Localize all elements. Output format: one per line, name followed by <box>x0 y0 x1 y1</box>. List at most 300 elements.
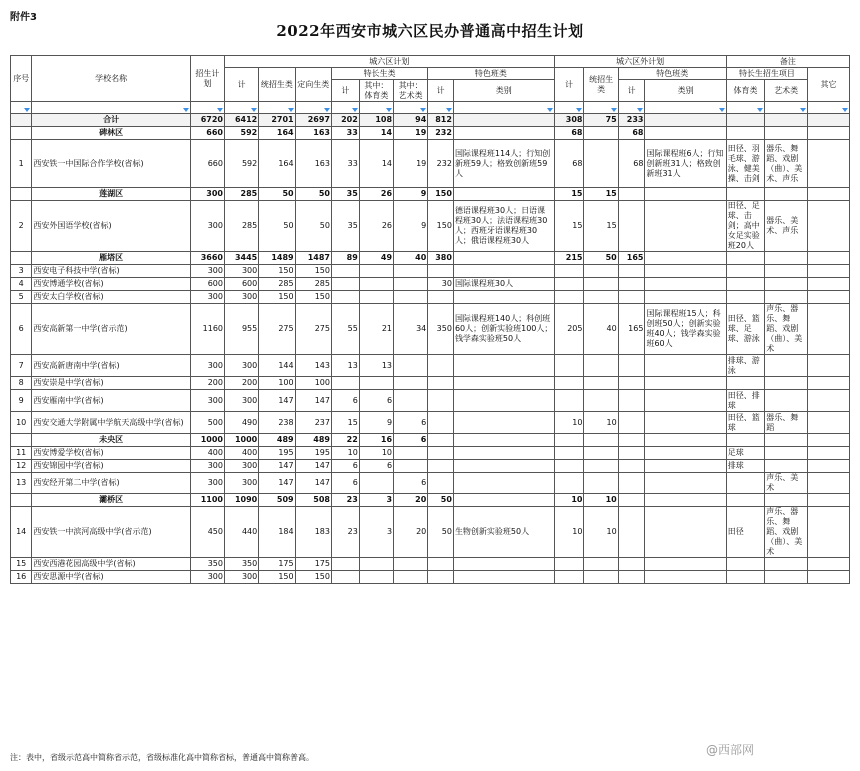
header-special-arts: 其中：艺术类 <box>394 80 428 102</box>
page-title: 2022年西安市城六区民办普通高中招生计划 <box>276 22 584 40</box>
row-out-feature-category <box>645 377 726 390</box>
row-out-unified <box>584 291 618 304</box>
row-remark-arts <box>765 252 808 265</box>
row-special-total: 6 <box>331 460 359 473</box>
filter-feature-category[interactable] <box>453 102 554 114</box>
row-out-feature-total <box>618 377 645 390</box>
row-unified: 175 <box>259 558 295 571</box>
table-row <box>11 447 850 460</box>
row-seq <box>11 127 32 140</box>
row-directed: 147 <box>295 390 331 412</box>
row-out-total: 15 <box>554 188 584 201</box>
row-special-arts: 6 <box>394 473 428 494</box>
district-row <box>11 188 850 201</box>
row-out-total <box>554 473 584 494</box>
filter-dropdown-icon[interactable] <box>288 108 294 112</box>
filter-special-total[interactable] <box>331 102 359 114</box>
row-feature-category: 德语课程班30人；日语课程班30人；法语课程班30人；西班牙语课程班30人；俄语课程班30人 <box>453 201 554 252</box>
filter-dropdown-icon[interactable] <box>217 108 223 112</box>
row-out-feature-total <box>618 355 645 377</box>
row-in-total: 440 <box>225 507 259 558</box>
row-out-total <box>554 291 584 304</box>
row-school-name: 碑林区 <box>32 127 190 140</box>
row-feature-category <box>453 188 554 201</box>
row-directed: 195 <box>295 447 331 460</box>
row-special-total: 23 <box>331 494 359 507</box>
row-remark-arts <box>765 447 808 460</box>
table-row <box>11 377 850 390</box>
row-remark-other <box>808 291 850 304</box>
row-out-feature-category <box>645 571 726 584</box>
filter-dropdown-icon[interactable] <box>842 108 848 112</box>
row-remark-other <box>808 355 850 377</box>
header-special-items: 特长生招生项目 <box>726 68 807 80</box>
row-out-feature-total <box>618 291 645 304</box>
row-remark-arts: 声乐、美术 <box>765 473 808 494</box>
row-out-total: 308 <box>554 114 584 127</box>
row-remark-other <box>808 127 850 140</box>
row-in-total: 300 <box>225 473 259 494</box>
appendix-label: 附件3 <box>10 12 37 23</box>
filter-dropdown-icon[interactable] <box>719 108 725 112</box>
filter-special-arts[interactable] <box>394 102 428 114</box>
row-special-arts: 9 <box>394 201 428 252</box>
row-school-name: 西安锦园中学(省标) <box>32 460 190 473</box>
row-remark-arts: 器乐、舞蹈、戏剧（曲）、美术、声乐 <box>765 140 808 188</box>
row-remark-other <box>808 377 850 390</box>
row-special-sports: 108 <box>359 114 393 127</box>
row-remark-arts: 器乐、美术、声乐 <box>765 201 808 252</box>
row-out-feature-total <box>618 447 645 460</box>
row-feature-total <box>428 558 454 571</box>
header-feature-category: 类别 <box>453 80 554 102</box>
table-body <box>11 114 850 584</box>
row-seq: 2 <box>11 201 32 252</box>
row-school-name: 西安博爱学校(省标) <box>32 447 190 460</box>
filter-special-sports[interactable] <box>359 102 393 114</box>
header-special-sports: 其中：体育类 <box>359 80 393 102</box>
row-special-sports <box>359 265 393 278</box>
row-remark-other <box>808 390 850 412</box>
row-unified: 164 <box>259 140 295 188</box>
row-remark-sports: 田径、篮球 <box>726 412 765 434</box>
row-in-total: 285 <box>225 188 259 201</box>
filter-out-unified[interactable] <box>584 102 618 114</box>
row-feature-category: 国际课程班140人；科创班60人；创新实验班100人；钱学森实验班50人 <box>453 304 554 355</box>
row-out-unified <box>584 447 618 460</box>
row-school-name: 西安太白学校(省标) <box>32 291 190 304</box>
row-in-total: 490 <box>225 412 259 434</box>
row-feature-total <box>428 412 454 434</box>
row-special-sports: 49 <box>359 252 393 265</box>
row-in-total: 300 <box>225 460 259 473</box>
row-remark-other <box>808 558 850 571</box>
row-remark-other <box>808 412 850 434</box>
row-remark-arts <box>765 127 808 140</box>
row-remark-sports <box>726 473 765 494</box>
row-seq: 7 <box>11 355 32 377</box>
row-feature-category <box>453 412 554 434</box>
row-special-total: 33 <box>331 140 359 188</box>
filter-dropdown-icon[interactable] <box>324 108 330 112</box>
row-seq: 8 <box>11 377 32 390</box>
row-feature-total: 50 <box>428 507 454 558</box>
row-directed: 150 <box>295 291 331 304</box>
district-row <box>11 252 850 265</box>
row-unified: 144 <box>259 355 295 377</box>
row-out-feature-category: 国际课程班6人；行知创新班31人；格致创新班31人 <box>645 140 726 188</box>
row-special-sports: 10 <box>359 447 393 460</box>
row-feature-category: 国际课程班114人；行知创新班59人；格致创新班59人 <box>453 140 554 188</box>
row-unified: 147 <box>259 460 295 473</box>
row-remark-other <box>808 188 850 201</box>
row-out-unified <box>584 140 618 188</box>
filter-out-feature-total[interactable] <box>618 102 645 114</box>
row-out-feature-total <box>618 507 645 558</box>
row-special-arts: 40 <box>394 252 428 265</box>
row-directed: 1487 <box>295 252 331 265</box>
row-out-feature-total <box>618 558 645 571</box>
table-row <box>11 355 850 377</box>
row-in-total: 300 <box>225 390 259 412</box>
row-feature-total <box>428 355 454 377</box>
row-out-unified <box>584 473 618 494</box>
row-out-feature-category <box>645 201 726 252</box>
row-remark-sports <box>726 558 765 571</box>
filter-in-total[interactable] <box>225 102 259 114</box>
row-out-unified <box>584 127 618 140</box>
row-out-unified: 15 <box>584 188 618 201</box>
row-special-total: 35 <box>331 188 359 201</box>
header-in-total: 计 <box>225 68 259 102</box>
header-feature-total: 计 <box>428 80 454 102</box>
row-in-total: 1090 <box>225 494 259 507</box>
row-special-arts: 34 <box>394 304 428 355</box>
row-out-unified: 15 <box>584 201 618 252</box>
filter-dropdown-icon[interactable] <box>24 108 30 112</box>
filter-dropdown-icon[interactable] <box>446 108 452 112</box>
row-out-unified <box>584 355 618 377</box>
row-seq <box>11 188 32 201</box>
row-feature-total: 350 <box>428 304 454 355</box>
row-out-feature-category <box>645 188 726 201</box>
row-remark-arts <box>765 114 808 127</box>
row-out-total <box>554 571 584 584</box>
row-special-total: 23 <box>331 507 359 558</box>
row-unified: 184 <box>259 507 295 558</box>
row-out-feature-category <box>645 127 726 140</box>
header-other: 其它 <box>808 68 850 102</box>
row-remark-other <box>808 447 850 460</box>
row-school-name: 西安思源中学(省标) <box>32 571 190 584</box>
row-school-name: 西安经开第二中学(省标) <box>32 473 190 494</box>
row-remark-sports <box>726 188 765 201</box>
header-special-group: 特长生类 <box>331 68 427 80</box>
row-school-name: 西安外国语学校(省标) <box>32 201 190 252</box>
row-remark-arts: 声乐、器乐、舞蹈、戏剧（曲）、美术 <box>765 304 808 355</box>
header-special-total: 计 <box>331 80 359 102</box>
filter-plan[interactable] <box>190 102 224 114</box>
row-special-sports: 13 <box>359 355 393 377</box>
row-in-total: 300 <box>225 571 259 584</box>
row-remark-other <box>808 278 850 291</box>
row-seq: 4 <box>11 278 32 291</box>
row-plan-total: 300 <box>190 473 224 494</box>
row-out-feature-total <box>618 571 645 584</box>
filter-dropdown-icon[interactable] <box>757 108 763 112</box>
row-feature-category <box>453 265 554 278</box>
row-remark-sports: 排球、游泳 <box>726 355 765 377</box>
header-out-group: 城六区外计划 <box>554 56 726 68</box>
row-feature-total <box>428 291 454 304</box>
row-out-feature-total <box>618 278 645 291</box>
row-unified: 285 <box>259 278 295 291</box>
header-remarks-group: 备注 <box>726 56 849 68</box>
header-plan-total: 招生计划 <box>190 56 224 102</box>
row-special-sports <box>359 278 393 291</box>
row-remark-arts <box>765 278 808 291</box>
row-remark-arts <box>765 377 808 390</box>
row-special-total: 22 <box>331 434 359 447</box>
row-out-feature-category <box>645 412 726 434</box>
row-special-sports: 9 <box>359 412 393 434</box>
row-feature-total: 150 <box>428 188 454 201</box>
filter-dropdown-icon[interactable] <box>183 108 189 112</box>
row-remark-sports: 田径、羽毛球、游泳、健美操、击剑 <box>726 140 765 188</box>
row-special-total <box>331 291 359 304</box>
row-out-feature-total: 68 <box>618 140 645 188</box>
row-remark-other <box>808 304 850 355</box>
row-remark-arts <box>765 460 808 473</box>
row-remark-arts <box>765 188 808 201</box>
row-plan-total: 300 <box>190 265 224 278</box>
filter-out-feature-category[interactable] <box>645 102 726 114</box>
header-school: 学校名称 <box>32 56 190 102</box>
row-out-total <box>554 355 584 377</box>
row-out-unified <box>584 460 618 473</box>
row-special-total <box>331 571 359 584</box>
row-special-arts <box>394 355 428 377</box>
row-directed: 237 <box>295 412 331 434</box>
row-out-feature-category <box>645 460 726 473</box>
row-out-total <box>554 278 584 291</box>
filter-dropdown-icon[interactable] <box>352 108 358 112</box>
row-remark-sports <box>726 377 765 390</box>
row-out-feature-category <box>645 558 726 571</box>
row-out-feature-category <box>645 434 726 447</box>
row-feature-total <box>428 460 454 473</box>
row-remark-other <box>808 434 850 447</box>
row-directed: 2697 <box>295 114 331 127</box>
row-school-name: 未央区 <box>32 434 190 447</box>
row-plan-total: 350 <box>190 558 224 571</box>
table-row <box>11 571 850 584</box>
row-directed: 143 <box>295 355 331 377</box>
row-plan-total: 300 <box>190 390 224 412</box>
row-out-total <box>554 558 584 571</box>
row-school-name: 雁塔区 <box>32 252 190 265</box>
row-remark-sports <box>726 571 765 584</box>
row-in-total: 592 <box>225 127 259 140</box>
row-in-total: 300 <box>225 355 259 377</box>
row-out-total <box>554 377 584 390</box>
row-remark-arts <box>765 571 808 584</box>
row-directed: 508 <box>295 494 331 507</box>
row-in-total: 600 <box>225 278 259 291</box>
row-out-feature-category <box>645 252 726 265</box>
row-out-unified <box>584 571 618 584</box>
table-row <box>11 460 850 473</box>
row-seq <box>11 252 32 265</box>
filter-remark-sports[interactable] <box>726 102 765 114</box>
row-remark-arts <box>765 291 808 304</box>
row-school-name: 西安雁南中学(省标) <box>32 390 190 412</box>
district-row <box>11 434 850 447</box>
row-special-sports: 3 <box>359 494 393 507</box>
row-out-unified: 10 <box>584 494 618 507</box>
row-special-total: 6 <box>331 473 359 494</box>
filter-seq[interactable] <box>11 102 32 114</box>
watermark: @西部网 <box>706 743 755 757</box>
row-out-unified: 40 <box>584 304 618 355</box>
row-feature-category <box>453 434 554 447</box>
row-out-unified <box>584 434 618 447</box>
row-plan-total: 400 <box>190 447 224 460</box>
row-remark-arts: 声乐、器乐、舞蹈、戏剧（曲）、美术 <box>765 507 808 558</box>
row-special-arts <box>394 265 428 278</box>
row-remark-other <box>808 494 850 507</box>
filter-directed[interactable] <box>295 102 331 114</box>
row-remark-sports: 排球 <box>726 460 765 473</box>
filter-feature-total[interactable] <box>428 102 454 114</box>
row-directed: 275 <box>295 304 331 355</box>
header-out-feature-category: 类别 <box>645 80 726 102</box>
row-plan-total: 300 <box>190 291 224 304</box>
row-special-sports <box>359 473 393 494</box>
row-feature-category <box>453 558 554 571</box>
row-special-total: 6 <box>331 390 359 412</box>
row-out-total: 10 <box>554 412 584 434</box>
row-unified: 100 <box>259 377 295 390</box>
row-directed: 150 <box>295 265 331 278</box>
filter-school[interactable] <box>32 102 190 114</box>
filter-row <box>11 102 850 114</box>
row-unified: 150 <box>259 291 295 304</box>
row-directed: 150 <box>295 571 331 584</box>
row-feature-category <box>453 291 554 304</box>
row-out-feature-category: 国际课程班15人；科创班50人；创新实验班40人；钱学森实验班60人 <box>645 304 726 355</box>
row-out-total <box>554 447 584 460</box>
row-feature-total: 150 <box>428 201 454 252</box>
row-remark-arts <box>765 390 808 412</box>
district-row <box>11 494 850 507</box>
row-out-total: 15 <box>554 201 584 252</box>
row-seq: 1 <box>11 140 32 188</box>
row-plan-total: 300 <box>190 355 224 377</box>
row-feature-total <box>428 473 454 494</box>
row-plan-total: 200 <box>190 377 224 390</box>
row-in-total: 400 <box>225 447 259 460</box>
row-out-total <box>554 434 584 447</box>
row-plan-total: 300 <box>190 188 224 201</box>
row-feature-category <box>453 114 554 127</box>
filter-dropdown-icon[interactable] <box>800 108 806 112</box>
row-special-arts <box>394 377 428 390</box>
row-plan-total: 300 <box>190 201 224 252</box>
row-special-total <box>331 265 359 278</box>
row-unified: 489 <box>259 434 295 447</box>
row-seq <box>11 494 32 507</box>
row-remark-arts <box>765 265 808 278</box>
filter-dropdown-icon[interactable] <box>611 108 617 112</box>
filter-unified[interactable] <box>259 102 295 114</box>
row-special-sports: 26 <box>359 188 393 201</box>
row-directed: 175 <box>295 558 331 571</box>
row-out-feature-category <box>645 278 726 291</box>
row-feature-category <box>453 447 554 460</box>
row-out-unified: 10 <box>584 412 618 434</box>
row-remark-sports <box>726 127 765 140</box>
filter-dropdown-icon[interactable] <box>637 108 643 112</box>
row-out-feature-total <box>618 460 645 473</box>
row-special-sports: 26 <box>359 201 393 252</box>
row-seq: 13 <box>11 473 32 494</box>
row-feature-total <box>428 390 454 412</box>
row-remark-other <box>808 571 850 584</box>
row-remark-other <box>808 460 850 473</box>
filter-dropdown-icon[interactable] <box>420 108 426 112</box>
row-feature-category: 国际课程班30人 <box>453 278 554 291</box>
row-seq <box>11 434 32 447</box>
row-out-unified <box>584 558 618 571</box>
row-out-feature-total: 165 <box>618 252 645 265</box>
row-out-feature-category <box>645 355 726 377</box>
row-out-total <box>554 265 584 278</box>
filter-other[interactable] <box>808 102 850 114</box>
row-special-arts: 94 <box>394 114 428 127</box>
row-seq: 3 <box>11 265 32 278</box>
row-out-feature-total <box>618 188 645 201</box>
header-out-unified: 统招生类 <box>584 68 618 102</box>
row-in-total: 955 <box>225 304 259 355</box>
filter-dropdown-icon[interactable] <box>547 108 553 112</box>
row-special-total: 15 <box>331 412 359 434</box>
row-remark-other <box>808 252 850 265</box>
row-feature-category: 生物创新实验班50人 <box>453 507 554 558</box>
row-out-unified <box>584 390 618 412</box>
row-special-arts: 20 <box>394 507 428 558</box>
filter-out-total[interactable] <box>554 102 584 114</box>
header-remark-sports: 体育类 <box>726 80 765 102</box>
row-remark-arts <box>765 558 808 571</box>
row-out-total: 205 <box>554 304 584 355</box>
row-out-feature-total <box>618 434 645 447</box>
filter-dropdown-icon[interactable] <box>251 108 257 112</box>
filter-remark-arts[interactable] <box>765 102 808 114</box>
row-plan-total: 450 <box>190 507 224 558</box>
row-out-feature-category <box>645 447 726 460</box>
row-special-arts <box>394 278 428 291</box>
row-out-feature-category <box>645 291 726 304</box>
row-feature-total <box>428 377 454 390</box>
filter-dropdown-icon[interactable] <box>576 108 582 112</box>
row-special-sports <box>359 377 393 390</box>
row-school-name: 灞桥区 <box>32 494 190 507</box>
row-unified: 147 <box>259 473 295 494</box>
row-special-sports <box>359 291 393 304</box>
row-plan-total: 600 <box>190 278 224 291</box>
filter-dropdown-icon[interactable] <box>386 108 392 112</box>
